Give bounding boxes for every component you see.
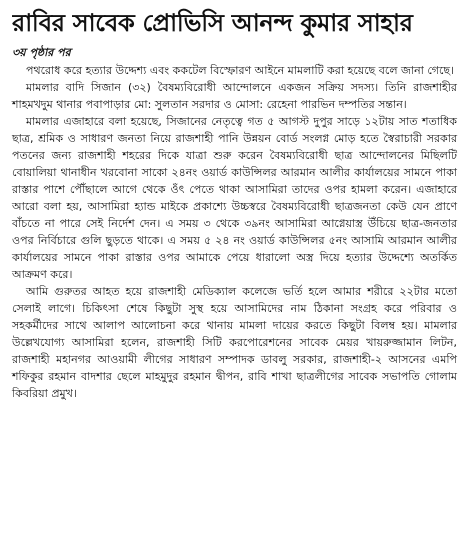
article-paragraph-1: পথরোধ করে হত্যার উদ্দেশ্য এবং ককটেল বিস্ফোরণ আইনে মামলাটি করা হয়েছে বলে জানা গেছে। (26, 64, 455, 77)
continued-from-label: ৩য় পৃষ্ঠার পর (12, 46, 71, 59)
article-paragraph-2: মামলার বাদি সিজান (৩২) বৈষম্যবিরোধী আন্দোলনে একজন সক্রিয় সদস্য। তিনি রাজশাহীর শাহমখদুম থানার পবাপাড়ার মো: সুলতান সরদার ও মোসা: রেহেনা পারভিন দম্পতির সন্তান। (12, 81, 457, 111)
article-paragraph-4: আমি গুরুতর আহত হয়ে রাজশাহী মেডিক্যাল কলেজে ভর্তি হলে আমার শরীরে ২২টার মতো সেলাই লাগে। চিকিৎসা শেষে কিছুটা সুস্থ হয়ে আসামিদের নাম ঠিকানা সংগ্রহ করে পরিবার ও সহকর্মীদের সাথে আলাপ আলোচনা করে থানায় মামলা দায়ের করতে কিছুটা বিলম্ব হয়। মামলার উল্লেখযোগ্য আসামিরা হলেন, রাজশাহী সিটি করপোরেশনের সাবেক মেয়র খায়রুজ্জামান লিটন, রাজশাহী মহানগর আওয়ামী লীগের সাধারণ সম্পাদক ডাবলু সরকার, রাজশাহী-২ আসনের এমপি শফিকুর রহমান বাদশার ছেলে মাহমুদুর রহমান দ্বীপন, রাবি শাখা ছাত্রলীগের সাবেক সভাপতি গোলাম কিবরিয়া প্রমুখ। (12, 285, 457, 400)
article-headline: রাবির সাবেক প্রোভিসি আনন্দ কুমার সাহার (12, 9, 413, 37)
article-paragraph-3: মামলার এজাহারে বলা হয়েছে, সিজানের নেতৃত্বে গত ৫ আগস্ট দুপুর সাড়ে ১২টায় সাত শতাধিক ছাত্র, শ্রমিক ও সাধারণ জনতা নিয়ে রাজশাহী পানি উন্নয়ন বোর্ড সংলগ্ন মোড় হতে স্বৈরাচারী সরকার পতনের জন্য রাজশাহী শহরের দিকে যাত্রা শুরু করেন বৈষম্যবিরোধী ছাত্র আন্দোলনের মিছিলটি বোয়ালিয়া থানাধীন খরবোনা সাকো ২৪নং ওয়ার্ড কাউন্সিলর আরমান আলীর কার্যালয়ের সামনে পাকা রাস্তার পাশে পৌঁছালে আগে থেকে ওঁৎ পেতে থাকা আসামিরা তাদের ওপর হামলা করেন। এজাহারে আরো বলা হয়, আসামিরা হ্যান্ড মাইকে প্রকাশ্যে উচ্চস্বরে বৈষম্যবিরোধী ছাত্রজনতা কেউ যেন প্রাণে বাঁচতে না পারে সেই নির্দেশ দেন। এ সময় ৩ থেকে ৩৯নং আসামিরা আগ্নেয়াস্ত্র উঁচিয়ে ছাত্র-জনতার ওপর নির্বিচারে গুলি ছুড়তে থাকে। এ সময় ৫ ২৪ নং ওয়ার্ড কাউন্সিলর ৫নং আসামি আরমান আলীর কার্যালয়ের সামনে পাকা রাস্তার ওপর আমাকে পেয়ে ধারালো অস্ত্র দিয়ে হত্যার উদ্দেশ্যে অতর্কিত আক্রমণ করে। (12, 115, 457, 281)
